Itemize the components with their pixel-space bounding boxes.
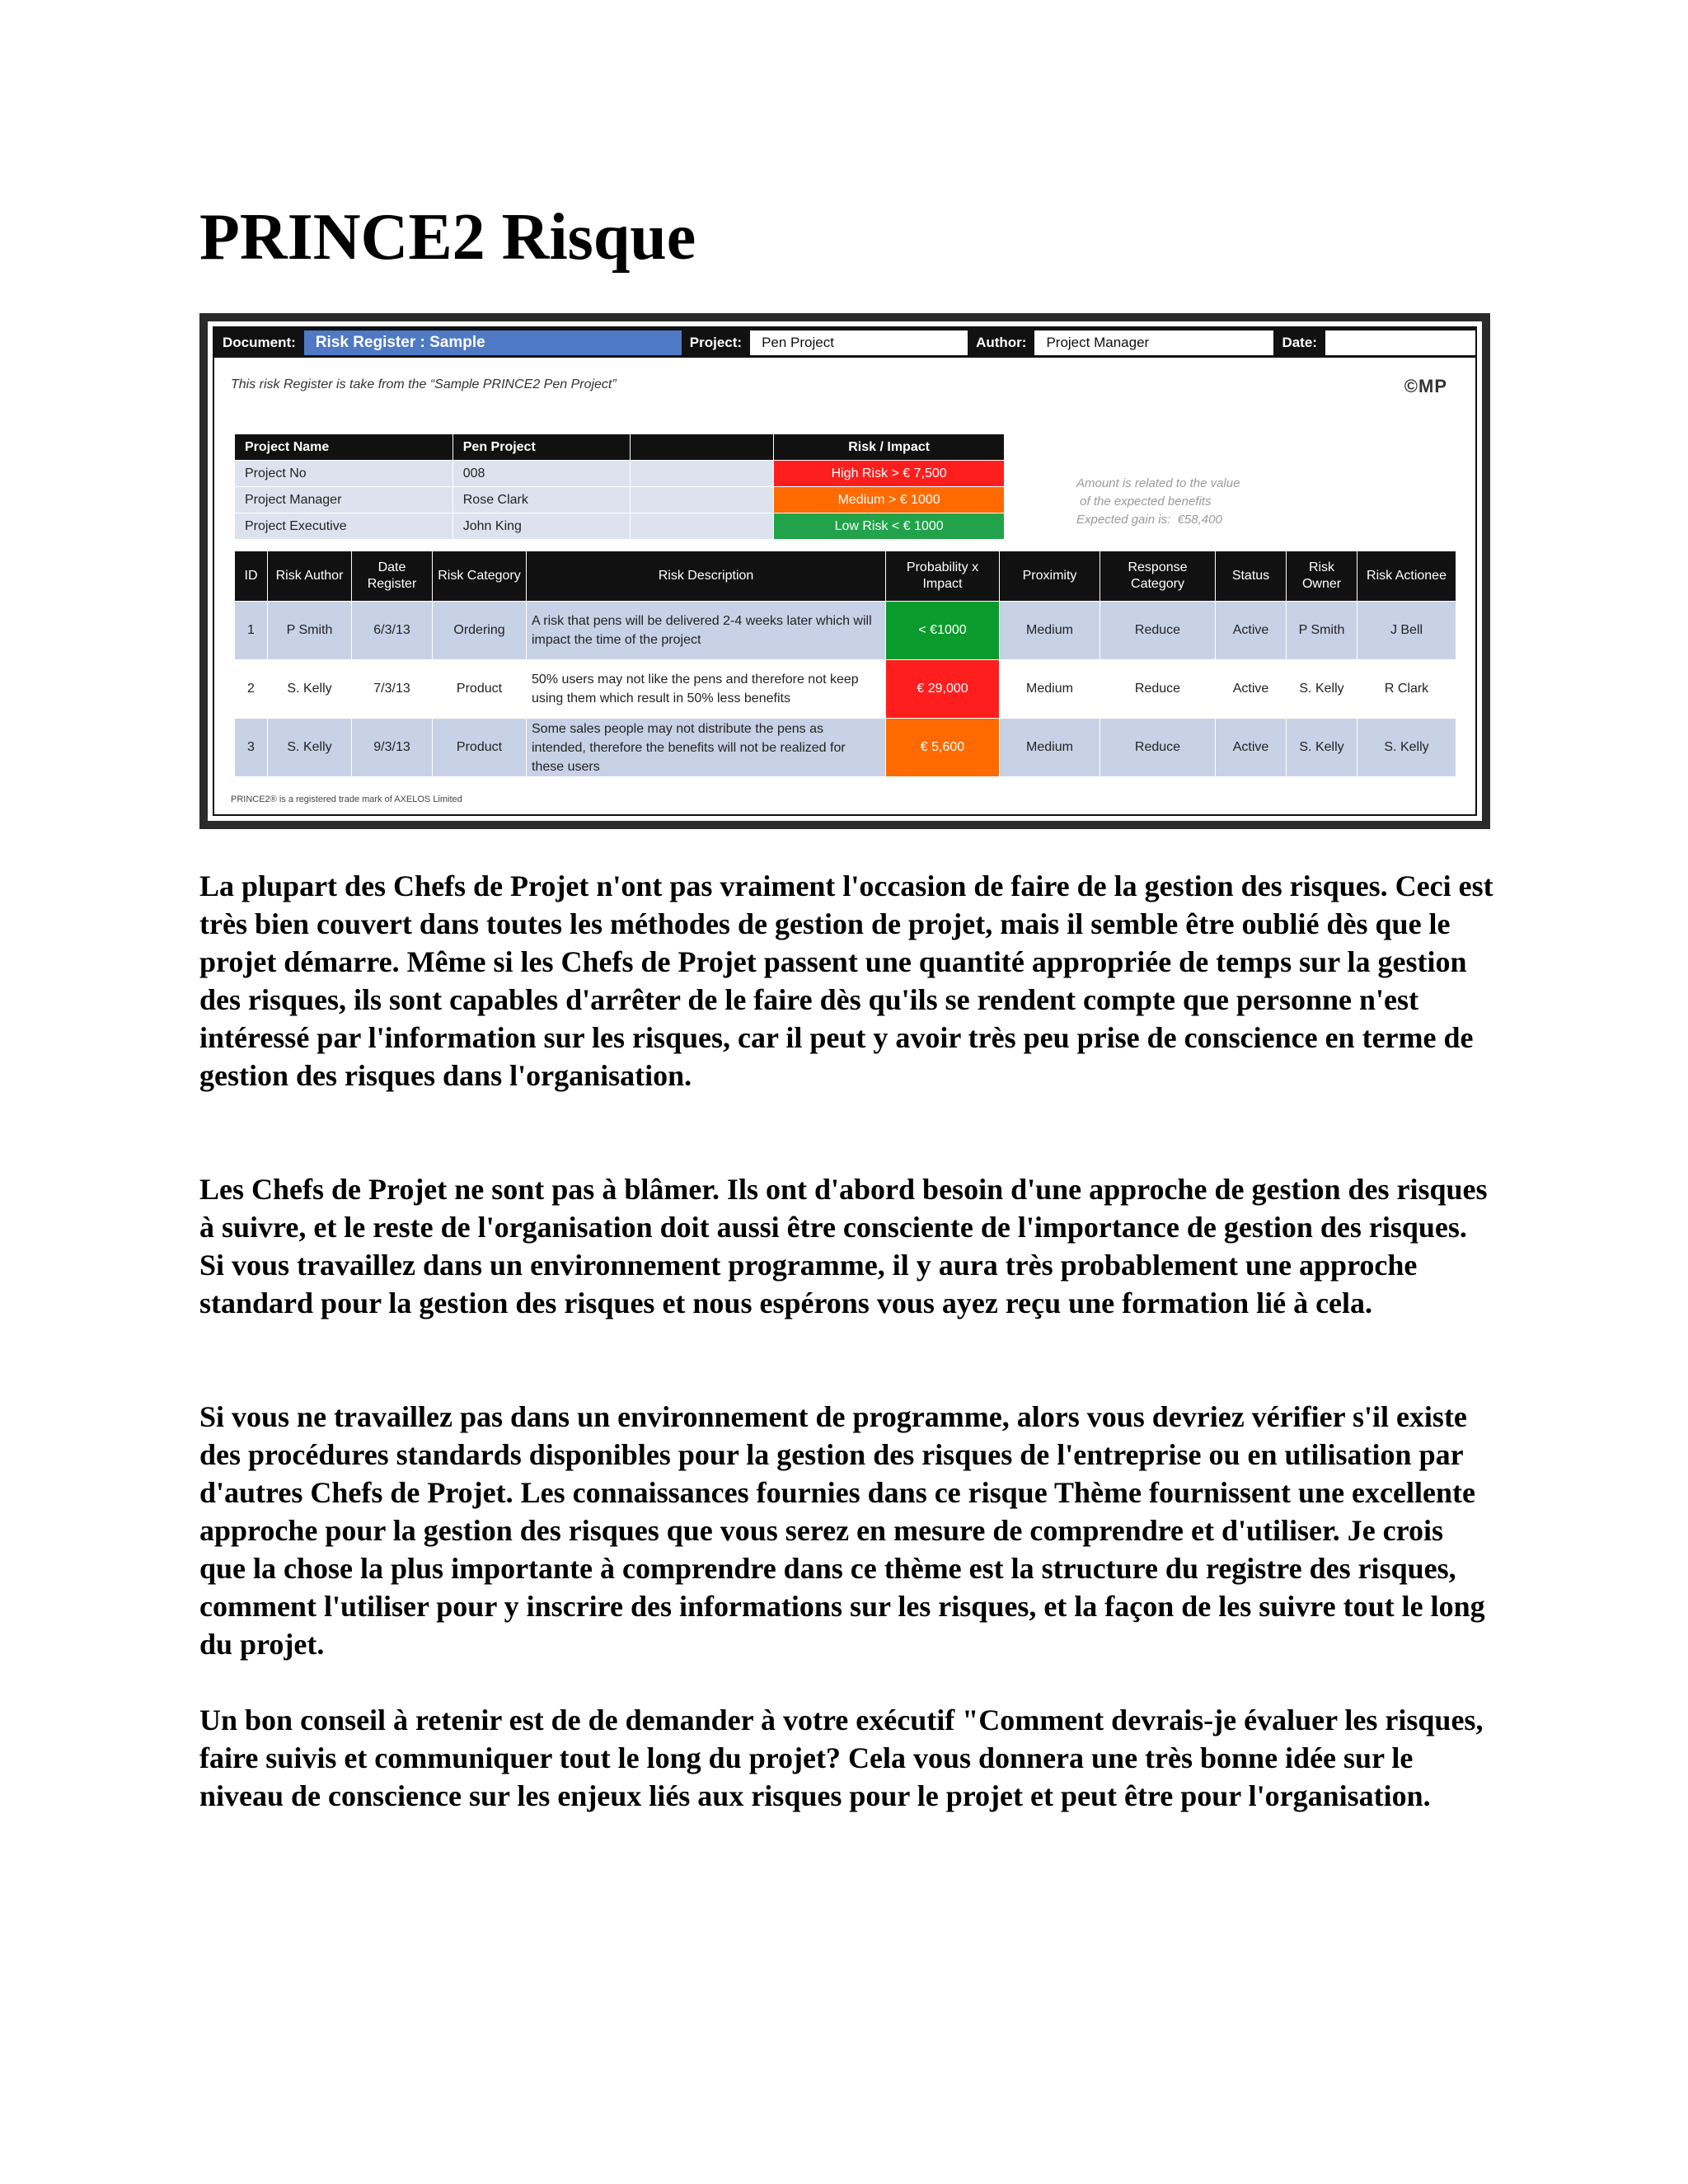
document-label: Document: <box>223 335 296 350</box>
risk-register-sheet <box>213 326 1477 816</box>
cell-category: Product <box>433 660 527 719</box>
cell-actionee: J Bell <box>1357 602 1456 660</box>
column-header: Response Category <box>1100 551 1216 602</box>
cell-actionee: R Clark <box>1357 660 1456 719</box>
cell-owner: S. Kelly <box>1287 719 1357 777</box>
info-header-cell <box>630 434 774 461</box>
cell-proximity: Medium <box>1000 660 1100 719</box>
cell-owner: P Smith <box>1287 602 1357 660</box>
cell-status: Active <box>1216 602 1287 660</box>
column-header: Risk Actionee <box>1357 551 1456 602</box>
project-label: Project: <box>689 335 743 350</box>
info-label: Project Executive <box>235 513 453 540</box>
info-value: John King <box>452 513 630 540</box>
cell-id: 3 <box>235 719 268 777</box>
expected-gain-note: Amount is related to the value of the expected benefits Expected gain is: €58,400 <box>1076 476 1240 527</box>
cell-date: 9/3/13 <box>352 719 433 777</box>
risk-level-low: Low Risk < € 1000 <box>774 513 1005 540</box>
cell-category: Product <box>433 719 527 777</box>
column-header: Risk Category <box>433 551 527 602</box>
table-row <box>235 660 1456 719</box>
page-title: PRINCE2 Risque <box>199 201 696 274</box>
register-note: This risk Register is take from the “Sample PRINCE2 Pen Project” <box>231 377 617 391</box>
date-label: Date: <box>1282 335 1317 350</box>
column-header: Risk Owner <box>1287 551 1357 602</box>
project-info-header <box>235 434 1005 461</box>
column-header: Status <box>1216 551 1287 602</box>
column-header: Probability x Impact <box>886 551 1000 602</box>
cell-response: Reduce <box>1100 660 1216 719</box>
cell-id: 1 <box>235 602 268 660</box>
paragraph: La plupart des Chefs de Projet n'ont pas vraiment l'occasion de faire de la gestion des risques. Ceci est très bien couvert dans toutes les méthodes de gestion de projet, mais il semble être oublié dès que le projet démarre. Même si les Chefs de Projet passent une quantité appropriée de temps sur la gestion des risques, ils sont capables d'arrêter de le faire dès qu'ils se rendent compte que personne n'est intéressé par l'information sur les risques, car il peut y avoir très peu prise de conscience en terme de gestion des risques dans l'organisation. <box>199 869 1493 1092</box>
project-info-row <box>235 461 1005 487</box>
info-header-cell: Risk / Impact <box>774 434 1005 461</box>
cell-description: 50% users may not like the pens and therefore not keep using them which result in 50% less benefits <box>527 660 886 719</box>
cell-author: P Smith <box>268 602 352 660</box>
column-header: ID <box>235 551 268 602</box>
cell-actionee: S. Kelly <box>1357 719 1456 777</box>
column-header: Proximity <box>1000 551 1100 602</box>
risk-table-header <box>235 551 1456 602</box>
author-label: Author: <box>976 335 1027 350</box>
cell-proximity: Medium <box>1000 602 1100 660</box>
paragraph: Les Chefs de Projet ne sont pas à blâmer. Ils ont d'abord besoin d'une approche de gestion des risques à suivre, et le reste de l'organisation doit aussi être consciente de l'importance de gestion des risques. Si vous travaillez dans un environnement programme, il y aura très probablement une approche standard pour la gestion des risques et nous espérons vous ayez reçu une formation lié à cela. <box>199 1173 1488 1319</box>
column-header: Date Register <box>352 551 433 602</box>
cell-response: Reduce <box>1100 602 1216 660</box>
project-info-table <box>234 434 1005 540</box>
risk-table <box>234 551 1456 777</box>
cell-owner: S. Kelly <box>1287 660 1357 719</box>
info-empty-cell <box>630 461 774 487</box>
info-empty-cell <box>630 487 774 513</box>
info-label: Project Manager <box>235 487 453 513</box>
cell-category: Ordering <box>433 602 527 660</box>
info-empty-cell <box>630 513 774 540</box>
cell-description: A risk that pens will be delivered 2-4 weeks later which will impact the time of the project <box>527 602 886 660</box>
info-value: Rose Clark <box>452 487 630 513</box>
cell-description: Some sales people may not distribute the pens as intended, therefore the benefits will not be realized for these users <box>527 719 886 777</box>
document-header-bar <box>214 328 1475 358</box>
author-value: Project Manager <box>1034 330 1273 355</box>
column-header: Risk Author <box>268 551 352 602</box>
risk-level-medium: Medium > € 1000 <box>774 487 1005 513</box>
cell-id: 2 <box>235 660 268 719</box>
paragraph: Si vous ne travaillez pas dans un environnement de programme, alors vous devriez vérifier s'il existe des procédures standards disponibles pour la gestion des risques de l'entreprise ou en utilisation par d'autres Chefs de Projet. Les connaissances fournies dans ce risque Thème fournissent une excellente approche pour la gestion des risques que vous serez en mesure de comprendre et d'utiliser. Je crois que la chose la plus importante à comprendre dans ce thème est la structure du registre des risques, comment l'utiliser pour y inscrire des informations sur les risques, et la façon de les suivre tout le long du projet. <box>199 1400 1485 1661</box>
risk-level-high: High Risk > € 7,500 <box>774 461 1005 487</box>
cell-probability: € 29,000 <box>886 660 1000 719</box>
cell-date: 7/3/13 <box>352 660 433 719</box>
document-value: Risk Register : Sample <box>304 330 682 355</box>
cell-author: S. Kelly <box>268 719 352 777</box>
info-header-cell: Project Name <box>235 434 453 461</box>
cell-status: Active <box>1216 660 1287 719</box>
trademark-note: PRINCE2® is a registered trade mark of AXELOS Limited <box>231 794 462 804</box>
cell-date: 6/3/13 <box>352 602 433 660</box>
date-value <box>1325 330 1475 355</box>
cell-author: S. Kelly <box>268 660 352 719</box>
table-row <box>235 602 1456 660</box>
info-header-cell: Pen Project <box>452 434 630 461</box>
info-label: Project No <box>235 461 453 487</box>
project-info-row <box>235 513 1005 540</box>
project-info-row <box>235 487 1005 513</box>
risk-register-figure <box>199 313 1490 829</box>
cell-proximity: Medium <box>1000 719 1100 777</box>
table-row <box>235 719 1456 777</box>
cell-status: Active <box>1216 719 1287 777</box>
brand-logo: ©MP <box>1404 376 1447 396</box>
cell-probability: < €1000 <box>886 602 1000 660</box>
project-value: Pen Project <box>750 330 968 355</box>
info-value: 008 <box>452 461 630 487</box>
column-header: Risk Description <box>527 551 886 602</box>
cell-probability: € 5,600 <box>886 719 1000 777</box>
cell-response: Reduce <box>1100 719 1216 777</box>
paragraph: Un bon conseil à retenir est de de demander à votre exécutif "Comment devrais-je évaluer les risques, faire suivis et communiquer tout le long du projet? Cela vous donnera une très bonne idée sur le niveau de conscience sur les enjeux liés aux risques pour le projet et peut être pour l'organisation. <box>199 1704 1484 1812</box>
